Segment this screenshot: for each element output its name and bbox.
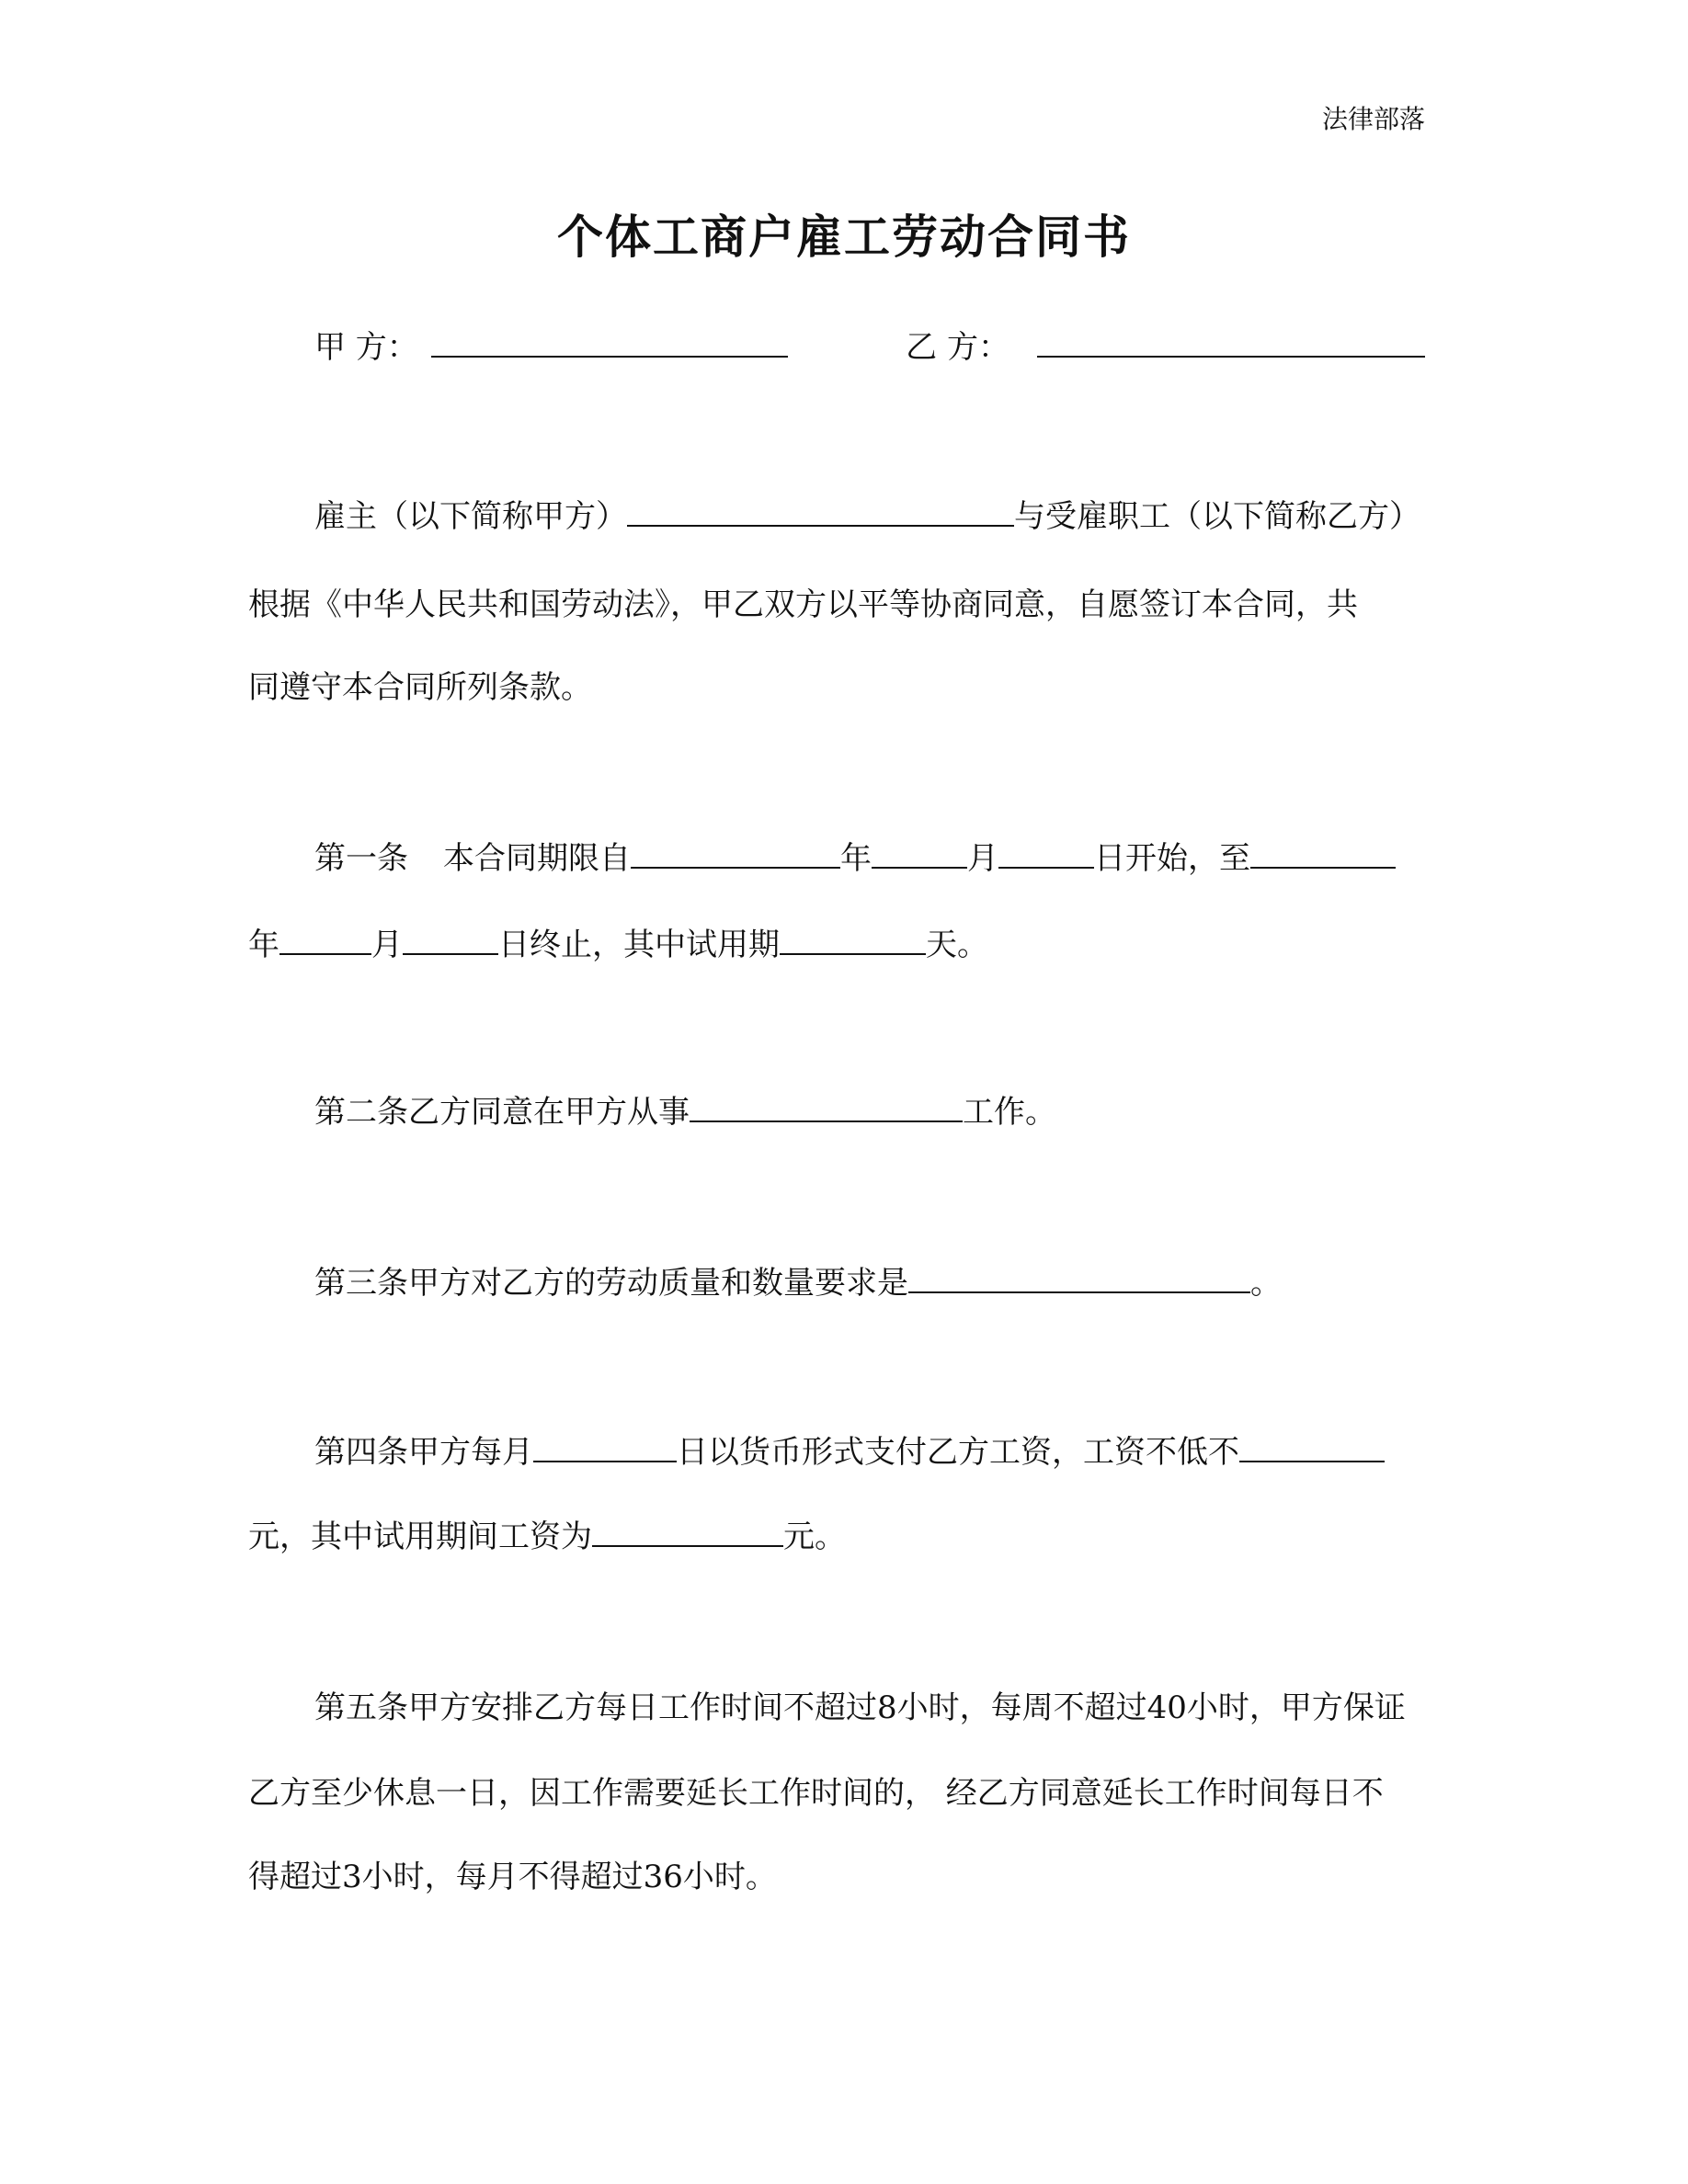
parties-line <box>314 322 1425 368</box>
document-title: 个体工商户雇工劳动合同书 <box>557 210 1131 264</box>
clause-3 <box>248 1257 1425 1303</box>
minimum-wage-field[interactable] <box>1239 1433 1385 1462</box>
document-source-label: 法律部落 <box>1321 104 1425 134</box>
preamble-line-1 <box>248 491 1425 537</box>
end-day-field[interactable] <box>403 926 498 955</box>
start-month-field[interactable] <box>872 839 967 869</box>
clause-1-line-2 <box>248 919 1425 965</box>
party-b-label: 乙 方： <box>906 329 1009 366</box>
clause-2 <box>248 1086 1425 1132</box>
clause-text: 第二条乙方同意在甲方从事 <box>314 1094 690 1131</box>
clause-1-label: 第一条 <box>314 840 408 877</box>
start-year-field[interactable] <box>631 839 840 869</box>
preamble-text: 雇主（以下简称甲方） <box>314 498 627 535</box>
clause-text: 本合同期限自 <box>443 840 631 877</box>
clause-text: 日终止，其中试用期 <box>498 927 780 963</box>
clause-text: 第三条甲方对乙方的劳动质量和数量要求是 <box>314 1265 908 1302</box>
probation-days-field[interactable] <box>780 926 926 955</box>
clause-4-line-2 <box>248 1511 1425 1557</box>
clause-text: 。 <box>1250 1265 1282 1302</box>
preamble-text: 与受雇职工（以下简称乙方） <box>1014 498 1420 535</box>
preamble-line-3: 同遵守本合同所列条款。 <box>248 669 592 706</box>
clause-5-line-3: 得超过3小时，每月不得超过36小时。 <box>248 1859 777 1895</box>
quality-requirement-field[interactable] <box>908 1264 1250 1293</box>
party-b-field[interactable] <box>1037 328 1425 358</box>
probation-wage-field[interactable] <box>592 1518 783 1547</box>
end-month-field[interactable] <box>279 926 371 955</box>
pay-day-field[interactable] <box>533 1433 677 1462</box>
preamble-line-2: 根据《中华人民共和国劳动法》，甲乙双方以平等协商同意，自愿签订本合同，共 <box>248 586 1358 623</box>
clause-5-line-1: 第五条甲方安排乙方每日工作时间不超过8小时，每周不超过40小时，甲方保证 <box>314 1689 1406 1726</box>
party-a-label: 甲 方： <box>314 329 418 366</box>
clause-5-line-2: 乙方至少休息一日，因工作需要延长工作时间的， 经乙方同意延长工作时间每日不 <box>248 1775 1384 1812</box>
clause-text: 月 <box>371 927 403 963</box>
clause-text: 日开始，至 <box>1094 840 1250 877</box>
clause-text: 天。 <box>926 927 988 963</box>
clause-text: 日以货币形式支付乙方工资，工资不低不 <box>677 1434 1239 1471</box>
start-day-field[interactable] <box>998 839 1094 869</box>
employer-name-field[interactable] <box>627 497 1014 527</box>
clause-text: 月 <box>967 840 998 877</box>
clause-text: 年 <box>840 840 872 877</box>
job-field[interactable] <box>690 1093 963 1122</box>
clause-1-line-1 <box>248 833 1425 879</box>
end-year-field[interactable] <box>1250 839 1396 869</box>
clause-text: 第四条甲方每月 <box>314 1434 533 1471</box>
clause-text: 元，其中试用期间工资为 <box>248 1519 592 1555</box>
party-a-field[interactable] <box>431 328 788 358</box>
clause-text: 工作。 <box>963 1094 1056 1131</box>
clause-text: 年 <box>248 927 279 963</box>
clause-text: 元。 <box>783 1519 846 1555</box>
clause-4-line-1 <box>248 1427 1425 1473</box>
